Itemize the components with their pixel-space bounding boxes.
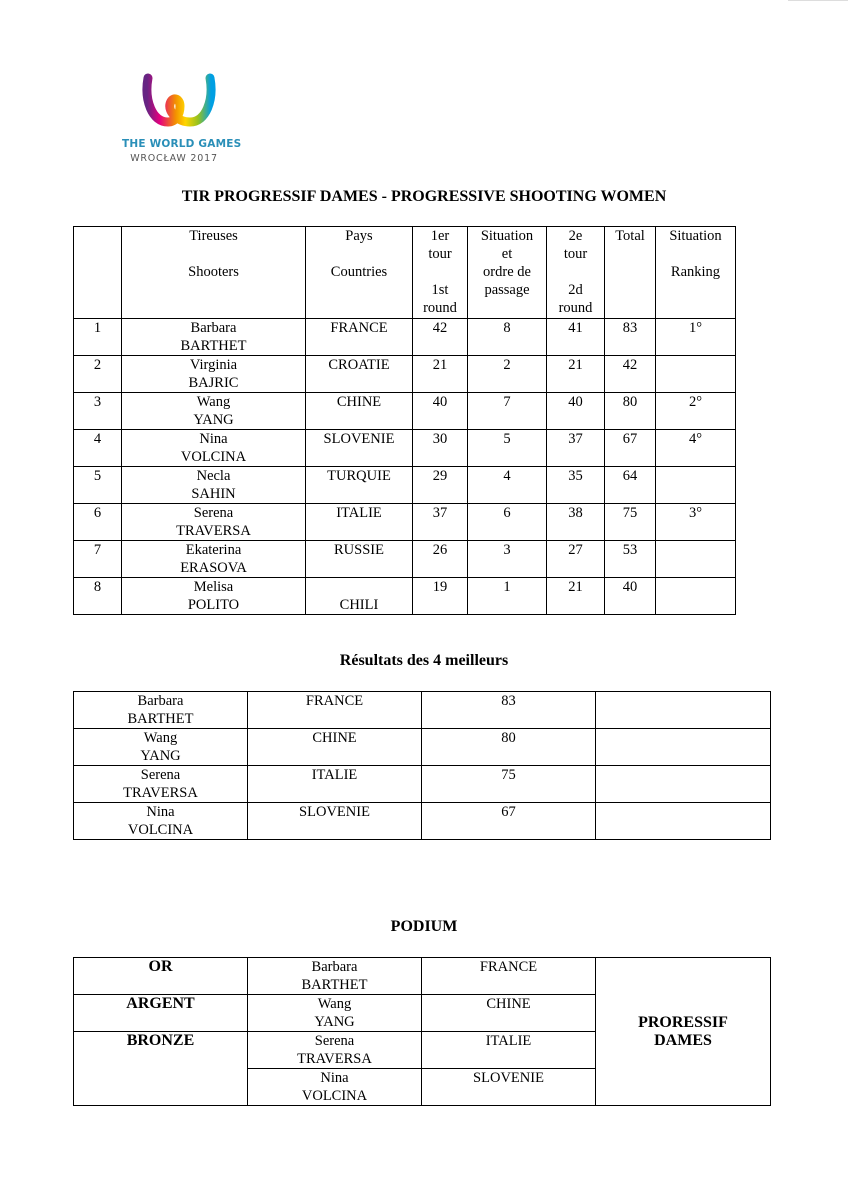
table-row: [74, 578, 736, 615]
header-countries: Pays Countries: [306, 227, 413, 319]
world-games-logo: [122, 70, 240, 170]
round2-score: 21: [547, 356, 605, 393]
table-row: [74, 319, 736, 356]
table-row: [74, 729, 771, 766]
best-name: Wang YANG: [74, 729, 248, 766]
table-row: [74, 430, 736, 467]
shooter-name: Melisa POLITO: [122, 578, 306, 615]
table-row: [74, 958, 771, 995]
header-ranking: Situation Ranking: [656, 227, 736, 319]
best-name: Nina VOLCINA: [74, 803, 248, 840]
round1-score: 19: [413, 578, 468, 615]
results-header-row: [74, 227, 736, 319]
podium-title: PODIUM: [390, 918, 458, 935]
round1-score: 26: [413, 541, 468, 578]
podium-country: FRANCE: [422, 958, 596, 995]
order-value: 2: [468, 356, 547, 393]
best-country: SLOVENIE: [248, 803, 422, 840]
round2-score: 35: [547, 467, 605, 504]
order-value: 4: [468, 467, 547, 504]
round2-score: 21: [547, 578, 605, 615]
shooter-name: Barbara BARTHET: [122, 319, 306, 356]
round1-score: 30: [413, 430, 468, 467]
medal-silver: ARGENT: [74, 995, 248, 1032]
ranking-value: 1°: [656, 319, 736, 356]
medal-gold: OR: [74, 958, 248, 995]
shooter-country: FRANCE: [306, 319, 413, 356]
total-score: 75: [605, 504, 656, 541]
total-score: 67: [605, 430, 656, 467]
results-table: [73, 226, 736, 615]
shooter-country: SLOVENIE: [306, 430, 413, 467]
header-total: Total: [605, 227, 656, 319]
ranking-value: [656, 467, 736, 504]
header-order: Situation et ordre de passage: [468, 227, 547, 319]
total-score: 64: [605, 467, 656, 504]
ranking-value: 2°: [656, 393, 736, 430]
shooter-name: Nina VOLCINA: [122, 430, 306, 467]
total-score: 80: [605, 393, 656, 430]
order-value: 7: [468, 393, 547, 430]
ranking-value: [656, 541, 736, 578]
best-empty-cell: [596, 729, 771, 766]
best-score: 75: [422, 766, 596, 803]
shooter-country: RUSSIE: [306, 541, 413, 578]
ranking-value: [656, 578, 736, 615]
best-score: 80: [422, 729, 596, 766]
page-title: TIR PROGRESSIF DAMES - PROGRESSIVE SHOOTING WOMEN: [181, 188, 667, 205]
podium-event-label: PRORESSIF DAMES: [596, 958, 771, 1106]
best-empty-cell: [596, 803, 771, 840]
total-score: 40: [605, 578, 656, 615]
table-row: [74, 504, 736, 541]
best-country: ITALIE: [248, 766, 422, 803]
best-name: Serena TRAVERSA: [74, 766, 248, 803]
ranking-value: 4°: [656, 430, 736, 467]
podium-name: Nina VOLCINA: [248, 1069, 422, 1106]
podium-name: Wang YANG: [248, 995, 422, 1032]
header-round1: 1er tour 1st round: [413, 227, 468, 319]
best-empty-cell: [596, 766, 771, 803]
round2-score: 41: [547, 319, 605, 356]
table-row: [74, 467, 736, 504]
shooter-name: Necla SAHIN: [122, 467, 306, 504]
podium-name: Serena TRAVERSA: [248, 1032, 422, 1069]
logo-text-line1: THE WORLD GAMES: [122, 138, 242, 150]
logo-text-line2: WROCŁAW 2017: [130, 153, 218, 164]
shooter-name: Wang YANG: [122, 393, 306, 430]
order-value: 3: [468, 541, 547, 578]
total-score: 53: [605, 541, 656, 578]
podium-table: [73, 957, 771, 1106]
podium-country: CHINE: [422, 995, 596, 1032]
table-row: [74, 393, 736, 430]
row-number: 6: [74, 504, 122, 541]
order-value: 1: [468, 578, 547, 615]
table-row: [74, 766, 771, 803]
shooter-name: Ekaterina ERASOVA: [122, 541, 306, 578]
world-games-emblem-icon: [142, 70, 218, 132]
total-score: 83: [605, 319, 656, 356]
table-row: [74, 692, 771, 729]
podium-name: Barbara BARTHET: [248, 958, 422, 995]
round2-score: 37: [547, 430, 605, 467]
best-score: 67: [422, 803, 596, 840]
round1-score: 29: [413, 467, 468, 504]
row-number: 4: [74, 430, 122, 467]
round1-score: 37: [413, 504, 468, 541]
header-shooters: Tireuses Shooters: [122, 227, 306, 319]
round2-score: 27: [547, 541, 605, 578]
round1-score: 42: [413, 319, 468, 356]
podium-country: ITALIE: [422, 1032, 596, 1069]
best-name: Barbara BARTHET: [74, 692, 248, 729]
table-row: [74, 803, 771, 840]
row-number: 8: [74, 578, 122, 615]
order-value: 6: [468, 504, 547, 541]
row-number: 1: [74, 319, 122, 356]
header-number: [74, 227, 122, 319]
shooter-country: CROATIE: [306, 356, 413, 393]
order-value: 8: [468, 319, 547, 356]
total-score: 42: [605, 356, 656, 393]
best-empty-cell: [596, 692, 771, 729]
round2-score: 40: [547, 393, 605, 430]
row-number: 5: [74, 467, 122, 504]
best-score: 83: [422, 692, 596, 729]
best-country: CHINE: [248, 729, 422, 766]
round1-score: 21: [413, 356, 468, 393]
round1-score: 40: [413, 393, 468, 430]
round2-score: 38: [547, 504, 605, 541]
best-results-title: Résultats des 4 meilleurs: [339, 652, 509, 669]
row-number: 7: [74, 541, 122, 578]
medal-bronze: BRONZE: [74, 1032, 248, 1106]
shooter-name: Serena TRAVERSA: [122, 504, 306, 541]
ranking-value: [656, 356, 736, 393]
podium-country: SLOVENIE: [422, 1069, 596, 1106]
shooter-country: ITALIE: [306, 504, 413, 541]
row-number: 3: [74, 393, 122, 430]
header-round2: 2e tour 2d round: [547, 227, 605, 319]
shooter-country: CHINE: [306, 393, 413, 430]
order-value: 5: [468, 430, 547, 467]
shooter-country: TURQUIE: [306, 467, 413, 504]
best-results-table: [73, 691, 771, 840]
ranking-value: 3°: [656, 504, 736, 541]
best-country: FRANCE: [248, 692, 422, 729]
page-corner-mark: [788, 0, 848, 1]
table-row: [74, 541, 736, 578]
shooter-name: Virginia BAJRIC: [122, 356, 306, 393]
row-number: 2: [74, 356, 122, 393]
shooter-country: CHILI: [306, 578, 413, 615]
table-row: [74, 356, 736, 393]
